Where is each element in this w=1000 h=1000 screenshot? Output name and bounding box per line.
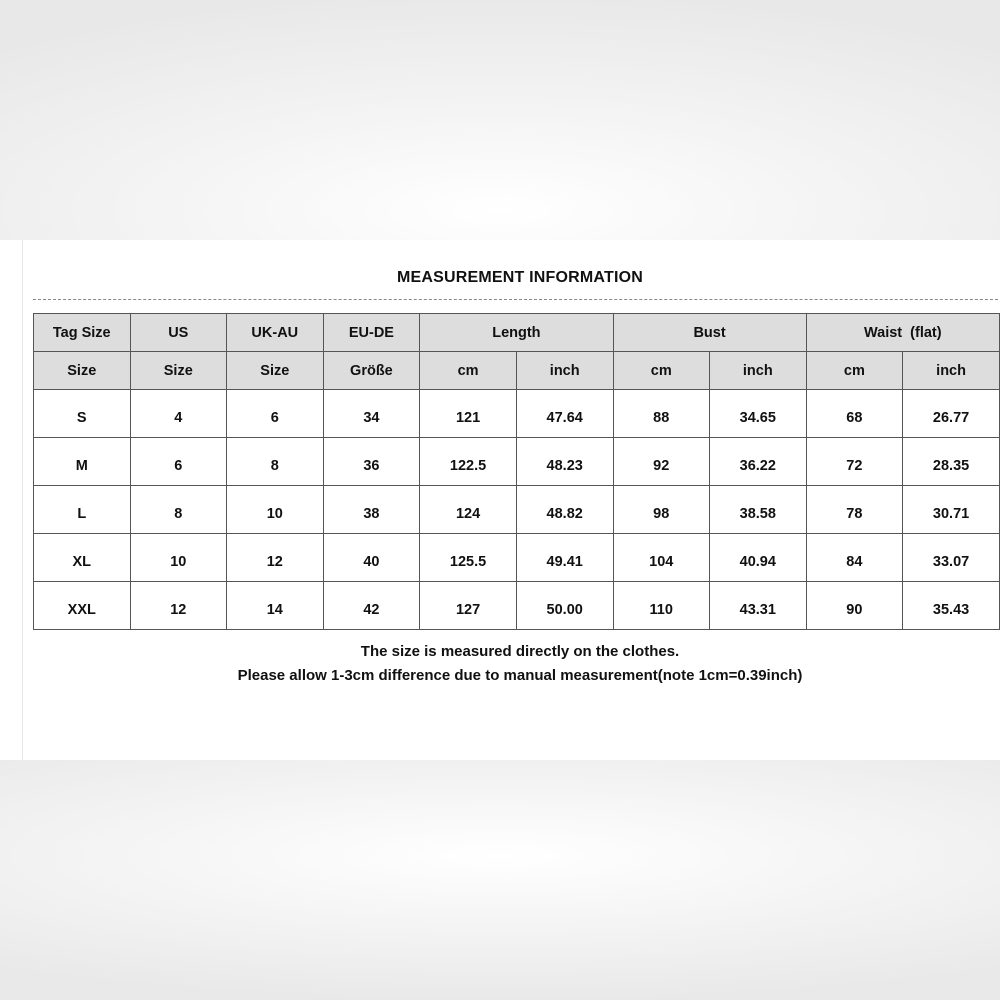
table-row [34, 390, 1000, 438]
page-title: MEASUREMENT INFORMATION [396, 269, 644, 286]
table-cell: 12 [227, 534, 324, 582]
table-cell: 104 [613, 534, 709, 582]
table-cell: 38.58 [709, 486, 806, 534]
table-cell: S [34, 390, 131, 438]
header-length: Length [420, 314, 613, 352]
subheader-cell: cm [806, 352, 903, 390]
table-cell: 8 [227, 438, 324, 486]
subheader-cell: cm [613, 352, 709, 390]
subheader-cell: Size [34, 352, 131, 390]
table-cell: 90 [806, 582, 903, 630]
subheader-cell: inch [903, 352, 1000, 390]
table-cell: 4 [130, 390, 227, 438]
table-row [34, 534, 1000, 582]
header-eu-de: EU-DE [323, 314, 420, 352]
table-cell: 14 [227, 582, 324, 630]
table-cell: L [34, 486, 131, 534]
table-cell: 40.94 [709, 534, 806, 582]
table-cell: XXL [34, 582, 131, 630]
subheader-cell: Size [130, 352, 227, 390]
table-cell: 121 [420, 390, 517, 438]
table-cell: 12 [130, 582, 227, 630]
table-cell: 78 [806, 486, 903, 534]
size-chart-table [33, 313, 1000, 630]
note-measurement-tolerance: Please allow 1-3cm difference due to manual measurement(note 1cm=0.39inch) [237, 667, 803, 684]
header-uk-au: UK-AU [227, 314, 324, 352]
table-cell: M [34, 438, 131, 486]
header-tag-size: Tag Size [34, 314, 131, 352]
table-cell: 92 [613, 438, 709, 486]
table-row [34, 438, 1000, 486]
subheader-cell: inch [516, 352, 613, 390]
table-cell: 110 [613, 582, 709, 630]
table-cell: 49.41 [516, 534, 613, 582]
table-cell: 43.31 [709, 582, 806, 630]
subheader-cell: Größe [323, 352, 420, 390]
table-cell: 127 [420, 582, 517, 630]
table-cell: 48.23 [516, 438, 613, 486]
table-cell: 124 [420, 486, 517, 534]
table-cell: 28.35 [903, 438, 1000, 486]
dotted-divider [33, 299, 1000, 300]
table-cell: 10 [227, 486, 324, 534]
note-measured-on-clothes: The size is measured directly on the clothes. [360, 643, 680, 660]
table-cell: 88 [613, 390, 709, 438]
table-cell: 30.71 [903, 486, 1000, 534]
table-cell: 26.77 [903, 390, 1000, 438]
background-bottom [0, 760, 1000, 1000]
table-cell: 8 [130, 486, 227, 534]
table-cell: 48.82 [516, 486, 613, 534]
table-cell: 36.22 [709, 438, 806, 486]
measurement-sheet [0, 240, 1000, 760]
subheader-cell: Size [227, 352, 324, 390]
table-cell: 72 [806, 438, 903, 486]
table-cell: 98 [613, 486, 709, 534]
header-row-groups [34, 314, 1000, 352]
table-cell: 40 [323, 534, 420, 582]
subheader-cell: cm [420, 352, 517, 390]
table-row [34, 486, 1000, 534]
table-row [34, 582, 1000, 630]
table-cell: 68 [806, 390, 903, 438]
table-cell: XL [34, 534, 131, 582]
table-cell: 35.43 [903, 582, 1000, 630]
table-cell: 33.07 [903, 534, 1000, 582]
table-cell: 6 [227, 390, 324, 438]
table-cell: 84 [806, 534, 903, 582]
table-cell: 42 [323, 582, 420, 630]
table-cell: 34.65 [709, 390, 806, 438]
table-cell: 125.5 [420, 534, 517, 582]
header-waist: Waist (flat) [806, 314, 999, 352]
header-bust: Bust [613, 314, 806, 352]
table-cell: 38 [323, 486, 420, 534]
table-cell: 36 [323, 438, 420, 486]
table-cell: 10 [130, 534, 227, 582]
header-row-units [34, 352, 1000, 390]
table-cell: 50.00 [516, 582, 613, 630]
subheader-cell: inch [709, 352, 806, 390]
table-cell: 122.5 [420, 438, 517, 486]
header-us: US [130, 314, 227, 352]
table-cell: 47.64 [516, 390, 613, 438]
table-cell: 6 [130, 438, 227, 486]
table-cell: 34 [323, 390, 420, 438]
